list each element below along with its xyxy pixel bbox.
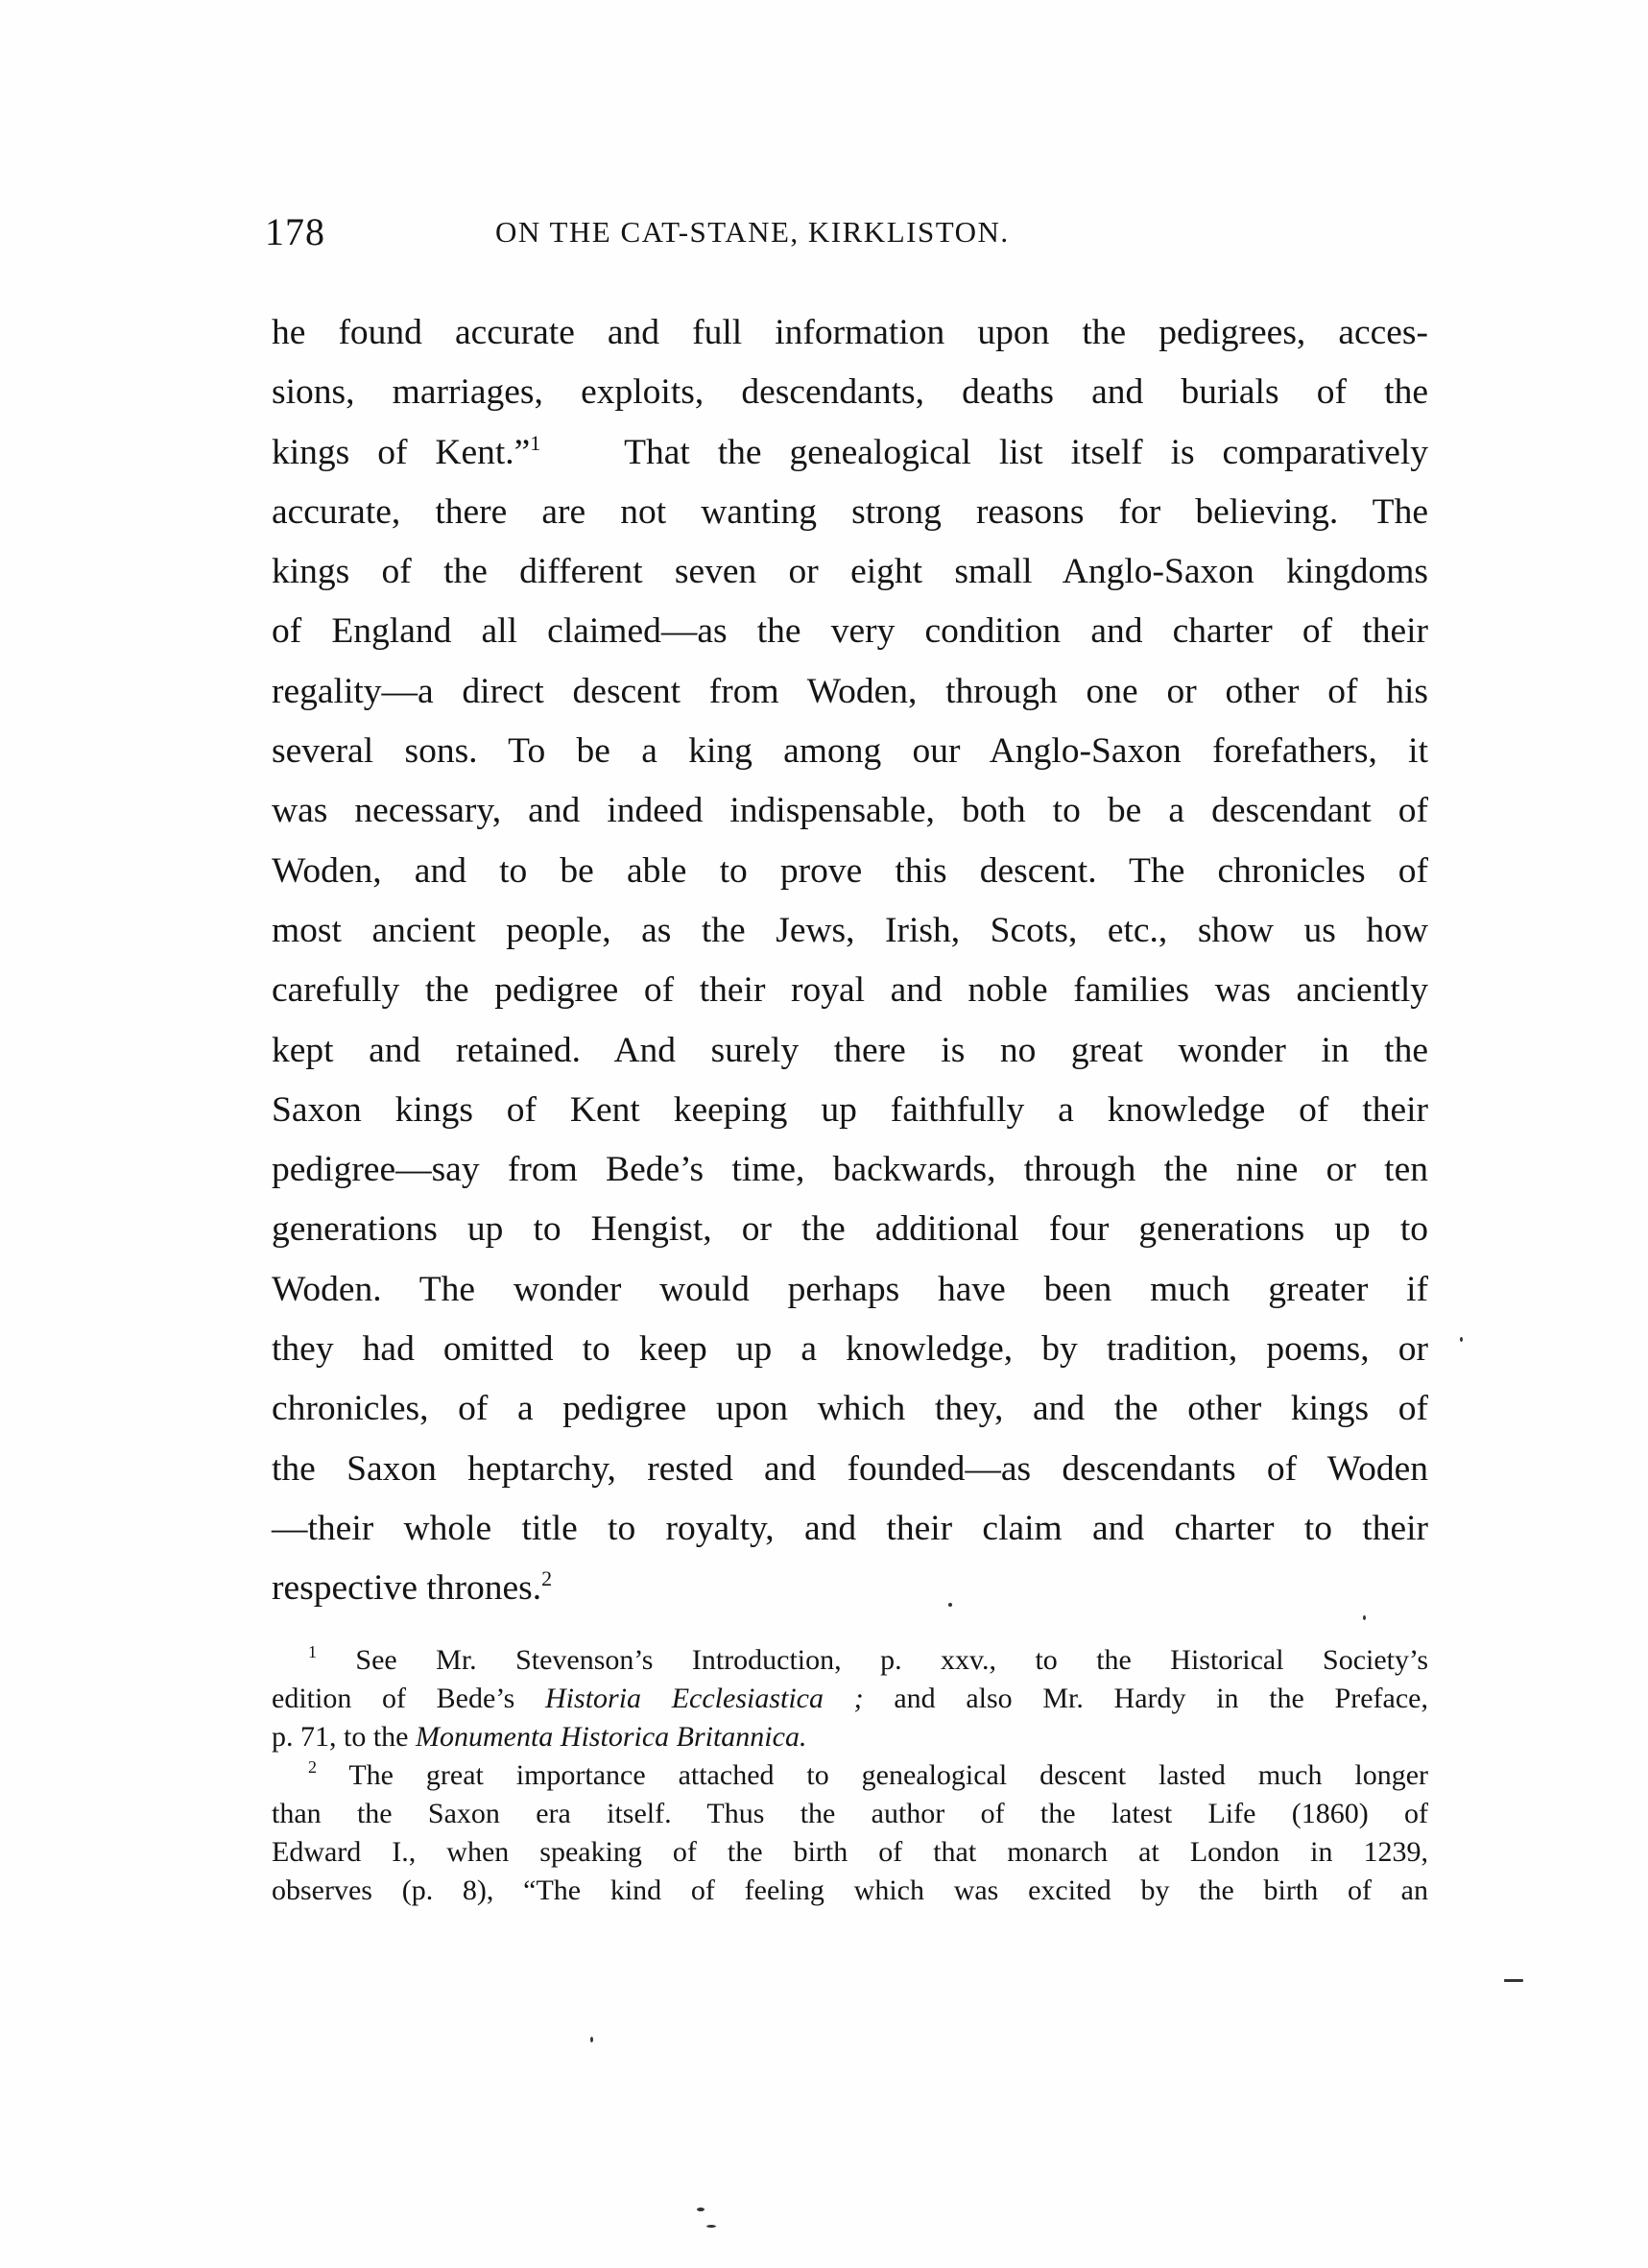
scan-speck bbox=[697, 2208, 705, 2211]
body-line: most ancient people, as the Jews, Irish, Scots, etc., show us how bbox=[272, 910, 1428, 950]
body-line: was necessary, and indeed indispensable, both to be a descendant of bbox=[272, 791, 1428, 831]
footnote-text: See Mr. Stevenson’s Introduction, p. xxv., to the Historical Society’s bbox=[355, 1644, 1428, 1676]
footnote-2-marker: 2 bbox=[308, 1757, 317, 1777]
footnote-2-line: Edward I., when speaking of the birth of that monarch at London in 1239, bbox=[272, 1836, 1428, 1868]
footnote-italic-title: Historia Ecclesiastica ; bbox=[545, 1683, 864, 1714]
footnote-1-line bbox=[272, 1718, 1428, 1756]
footnote-2-line: observes (p. 8), “The kind of feeling which was excited by the birth of an bbox=[272, 1874, 1428, 1906]
scan-speck bbox=[590, 2037, 593, 2042]
footnote-2-line: than the Saxon era itself. Thus the author of the latest Life (1860) of bbox=[272, 1798, 1428, 1829]
body-line: regality—a direct descent from Woden, through one or other of his bbox=[272, 671, 1428, 711]
footnote-ref-1[interactable]: 1 bbox=[530, 430, 541, 455]
body-line-text: That the genealogical list itself is comparatively bbox=[624, 432, 1429, 472]
footnote-text: The great importance attached to genealogical descent lasted much longer bbox=[348, 1759, 1428, 1791]
body-line: the Saxon heptarchy, rested and founded—as descendants of Woden bbox=[272, 1448, 1428, 1489]
footnote-ref-2[interactable]: 2 bbox=[541, 1566, 553, 1591]
footnote-italic-title: Monumenta Historica Britannica. bbox=[416, 1721, 807, 1753]
running-title: ON THE CAT-STANE, KIRKLISTON. bbox=[495, 215, 1010, 249]
body-line: carefully the pedigree of their royal and noble families was anciently bbox=[272, 970, 1428, 1011]
running-head bbox=[265, 209, 1429, 267]
footnote-1-line bbox=[272, 1680, 1428, 1718]
body-line: Woden. The wonder would perhaps have been much greater if bbox=[272, 1269, 1428, 1309]
body-line bbox=[272, 423, 1428, 483]
footnote-text: p. 71, to the bbox=[272, 1721, 416, 1753]
footnote-text: edition of Bede’s bbox=[272, 1683, 546, 1714]
scan-speck bbox=[1504, 1979, 1523, 1982]
page-number: 178 bbox=[265, 210, 325, 253]
body-line: Woden, and to be able to prove this descent. The chronicles of bbox=[272, 850, 1428, 891]
body-line: kept and retained. And surely there is no great wonder in the bbox=[272, 1030, 1428, 1070]
body-line: generations up to Hengist, or the additional four generations up to bbox=[272, 1209, 1428, 1250]
scan-speck bbox=[706, 2225, 716, 2228]
body-line: Saxon kings of Kent keeping up faithfully a knowledge of their bbox=[272, 1089, 1428, 1130]
scan-speck bbox=[948, 1603, 952, 1607]
footnote-text: and also Mr. Hardy in the Preface, bbox=[863, 1683, 1428, 1714]
body-line: accurate, there are not wanting strong reasons for believing. The bbox=[272, 491, 1428, 532]
body-line: several sons. To be a king among our Anglo-Saxon forefathers, it bbox=[272, 731, 1428, 772]
scan-speck bbox=[1460, 1337, 1463, 1342]
body-line-text: respective thrones. bbox=[272, 1568, 542, 1609]
body-line: of England all claimed—as the very condition and charter of their bbox=[272, 611, 1428, 652]
body-line-text: kings of Kent.” bbox=[272, 432, 531, 472]
footnote-1-marker: 1 bbox=[308, 1642, 317, 1661]
body-line: they had omitted to keep up a knowledge, by tradition, poems, or bbox=[272, 1329, 1428, 1370]
body-line: sions, marriages, exploits, descendants, deaths and burials of the bbox=[272, 372, 1428, 413]
footnotes bbox=[272, 1641, 1428, 1910]
body-line bbox=[272, 1559, 1428, 1618]
body-line: —their whole title to royalty, and their claim and charter to their bbox=[272, 1508, 1428, 1548]
body-line: chronicles, of a pedigree upon which they, and the other kings of bbox=[272, 1389, 1428, 1429]
body-line: pedigree—say from Bede’s time, backwards, through the nine or ten bbox=[272, 1150, 1428, 1190]
body-line: he found accurate and full information upon the pedigrees, acces- bbox=[272, 313, 1428, 352]
scan-speck bbox=[1363, 1615, 1366, 1620]
body-line: kings of the different seven or eight small Anglo-Saxon kingdoms bbox=[272, 552, 1428, 592]
body-text bbox=[272, 303, 1428, 1619]
footnote-2-line bbox=[272, 1756, 1428, 1795]
footnote-1-line bbox=[272, 1641, 1428, 1680]
